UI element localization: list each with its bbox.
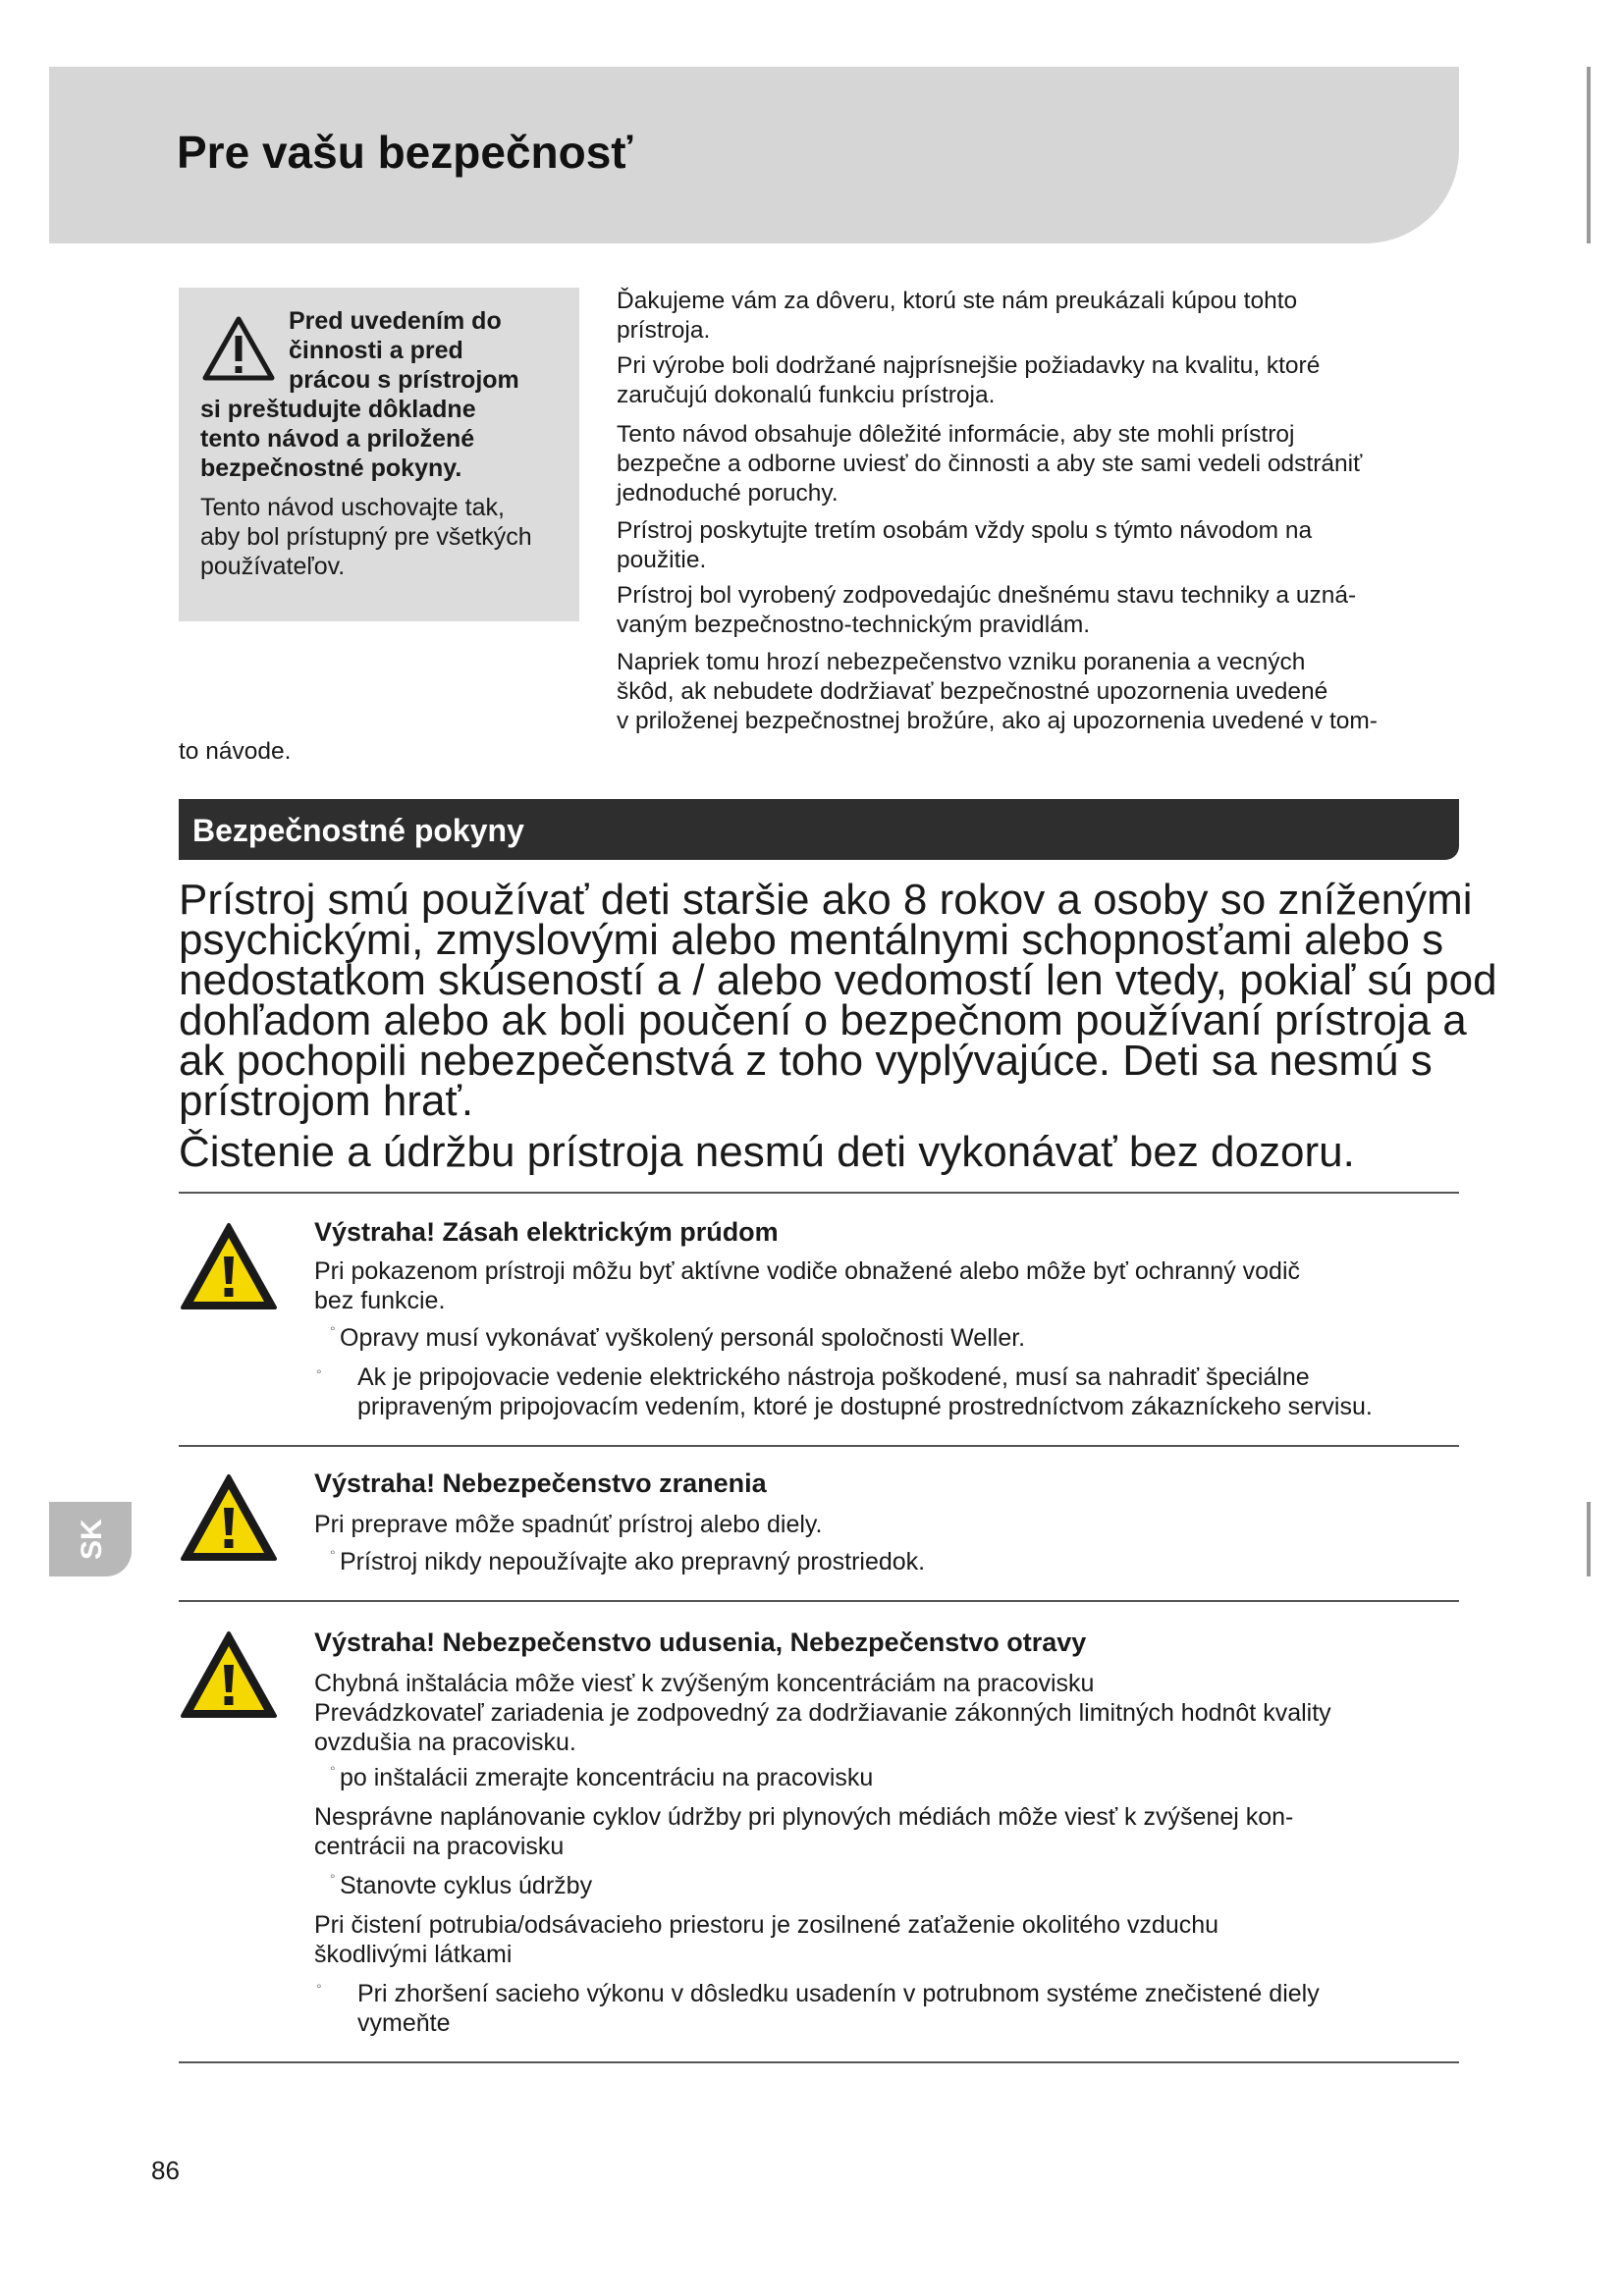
warning-text: Prevádzkovateľ zariadenia je zodpovedný za dodržiavanie zákonných limitných hodnôt kvality <box>314 1699 1331 1727</box>
warning-box-bold-line: prácou s prístrojom <box>289 366 519 394</box>
cleaning-notice: Čistenie a údržbu prístroja nesmú deti vykonávať bez dozoru. <box>179 1128 1355 1176</box>
text-line: škôd, ak nebudete dodržiavať bezpečnostné upozornenia uvedené <box>617 678 1328 705</box>
bullet-item: Ak je pripojovacie vedenie elektrického nástroja poškodené, musí sa nahradiť špeciálne <box>357 1363 1310 1391</box>
text-line: zaručujú dokonalú funkciu prístroja. <box>617 382 996 408</box>
warning-text: bez funkcie. <box>314 1287 446 1314</box>
intro-paragraph <box>617 287 1451 346</box>
text-line: ak pochopili nebezpečenstvá z toho vyplývajúce. Deti sa nesmú s <box>179 1037 1433 1085</box>
text-line: prístroja. <box>617 317 711 344</box>
bullet-mark: ° <box>330 1763 336 1779</box>
text-line: psychickými, zmyslovými alebo mentálnymi schopnosťami alebo s <box>179 916 1444 964</box>
text-line: v priloženej bezpečnostnej brožúre, ako aj upozornenia uvedené v tom- <box>617 708 1378 734</box>
warning-text: Pri preprave môže spadnúť prístroj alebo diely. <box>314 1511 823 1538</box>
warning-box-bold-line: bezpečnostné pokyny. <box>200 454 462 482</box>
intro-paragraph <box>617 351 1451 410</box>
intro-continuation: to návode. <box>179 738 292 765</box>
text-line: nedostatkom skúseností a / alebo vedomostí len vtedy, pokiaľ sú pod <box>179 956 1497 1004</box>
bullet-item: Opravy musí vykonávať vyškolený personál spoločnosti Weller. <box>340 1324 1026 1352</box>
bullet-item: vymeňte <box>357 2009 451 2037</box>
intro-paragraph <box>617 581 1451 640</box>
bullet-mark: ° <box>316 1981 322 1997</box>
intro-paragraph <box>617 648 1451 736</box>
bullet-item: Stanovte cyklus údržby <box>340 1872 593 1899</box>
warning-text: centrácii na pracovisku <box>314 1833 565 1860</box>
warning-box-bold-line: Pred uvedením do <box>289 307 502 335</box>
divider <box>179 1445 1459 1447</box>
warning-text: Pri čistení potrubia/odsávacieho priestoru je zosilnené zaťaženie okolitého vzduchu <box>314 1911 1219 1939</box>
text-line: Pri výrobe boli dodržané najprísnejšie požiadavky na kvalitu, ktoré <box>617 352 1321 379</box>
warning-box-line: Tento návod uschovajte tak, <box>200 494 505 521</box>
warning-text: Pri pokazenom prístroji môžu byť aktívne vodiče obnažené alebo môže byť ochranný vodič <box>314 1257 1301 1285</box>
warning-text: Chybná inštalácia môže viesť k zvýšeným koncentráciám na pracovisku <box>314 1670 1095 1697</box>
warning-text: ovzdušia na pracovisku. <box>314 1729 576 1756</box>
text-line: Tento návod obsahuje dôležité informácie, aby ste mohli prístroj <box>617 421 1295 448</box>
divider <box>179 1600 1459 1602</box>
text-line: bezpečne a odborne uviesť do činnosti a aby ste sami vedeli odstrániť <box>617 451 1363 477</box>
edge-marker-side <box>1587 1502 1591 1576</box>
warning-heading: Výstraha! Nebezpečenstvo zranenia <box>314 1468 767 1498</box>
bullet-mark: ° <box>316 1366 322 1382</box>
bullet-mark: ° <box>330 1323 336 1339</box>
child-safety-notice <box>179 876 1497 1125</box>
text-line: Prístroj bol vyrobený zodpovedajúc dnešnému stavu techniky a uzná- <box>617 582 1357 609</box>
edge-marker-top <box>1587 67 1591 243</box>
warning-triangle-icon <box>179 1629 279 1720</box>
text-line: dohľadom alebo ak boli poučení o bezpečnom používaní prístroja a <box>179 996 1467 1044</box>
bullet-mark: ° <box>330 1871 336 1887</box>
warning-text: škodlivými látkami <box>314 1941 513 1968</box>
warning-box-bold-line: činnosti a pred <box>289 337 463 364</box>
text-line: použitie. <box>617 547 707 573</box>
warning-box-line: používateľov. <box>200 553 346 580</box>
warning-triangle-icon <box>179 1472 279 1563</box>
divider <box>179 2061 1459 2063</box>
warning-box-line: aby bol prístupný pre všetkých <box>200 523 532 551</box>
text-line: Prístroj smú používať deti staršie ako 8 rokov a osoby so zníženými <box>179 876 1473 924</box>
text-line: Napriek tomu hrozí nebezpečenstvo vzniku poranenia a vecných <box>617 649 1306 675</box>
warning-heading: Výstraha! Nebezpečenstvo udusenia, Nebezpečenstvo otravy <box>314 1628 1087 1657</box>
intro-paragraph <box>617 420 1451 508</box>
intro-paragraph <box>617 516 1451 575</box>
bullet-item: Prístroj nikdy nepoužívajte ako prepravný prostriedok. <box>340 1548 926 1575</box>
text-line: prístrojom hrať. <box>179 1077 474 1125</box>
warning-box-bold-line: si preštudujte dôkladne <box>200 396 476 423</box>
warning-heading: Výstraha! Zásah elektrickým prúdom <box>314 1217 779 1247</box>
page-number: 86 <box>151 2156 180 2185</box>
bullet-item: po inštalácii zmerajte koncentráciu na pracovisku <box>340 1764 874 1791</box>
bullet-item: pripraveným pripojovacím vedením, ktoré je dostupné prostredníctvom zákazníckeho servisu. <box>357 1393 1373 1420</box>
warning-outline-icon <box>202 316 275 381</box>
text-line: Ďakujeme vám za dôveru, ktorú ste nám preukázali kúpou tohto <box>617 288 1298 314</box>
divider <box>179 1192 1459 1194</box>
warning-box-bold-line: tento návod a priložené <box>200 425 475 453</box>
warning-text: Nesprávne naplánovanie cyklov údržby pri plynových médiách môže viesť k zvýšenej kon- <box>314 1803 1294 1831</box>
language-tab-label: SK <box>76 1519 108 1560</box>
section-title: Bezpečnostné pokyny <box>192 813 524 848</box>
text-line: Prístroj poskytujte tretím osobám vždy spolu s týmto návodom na <box>617 517 1313 544</box>
bullet-mark: ° <box>330 1547 336 1563</box>
text-line: vaným bezpečnostno-technickým pravidlám. <box>617 612 1091 638</box>
warning-triangle-icon <box>179 1221 279 1311</box>
bullet-item: Pri zhoršení sacieho výkonu v dôsledku usadenín v potrubnom systéme znečistené diely <box>357 1980 1320 2007</box>
page-title: Pre vašu bezpečnosť <box>177 127 633 178</box>
text-line: jednoduché poruchy. <box>617 480 839 507</box>
